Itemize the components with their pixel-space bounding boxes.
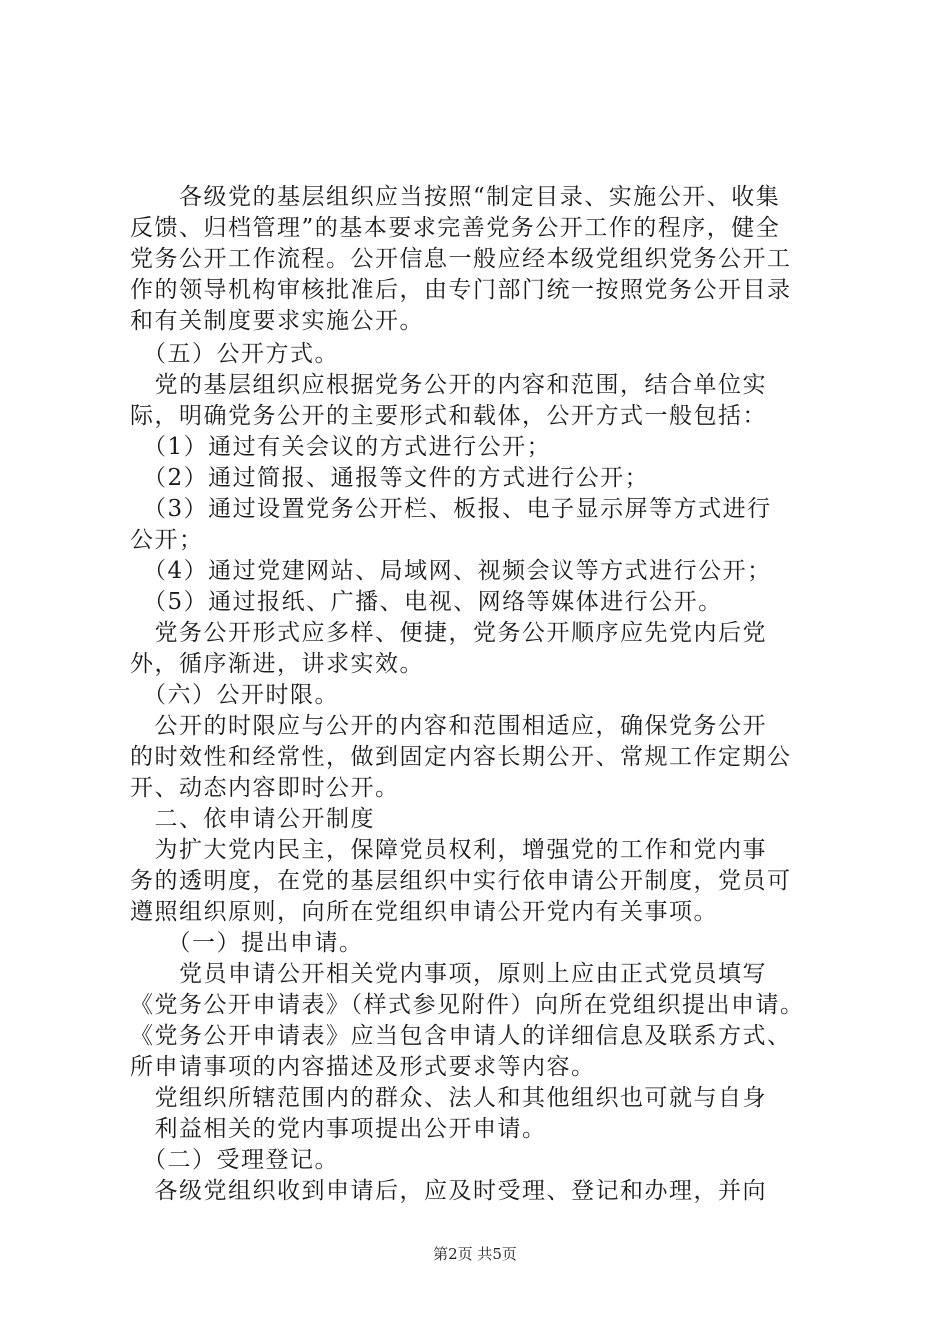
text-line: 《党务公开申请表》（样式参见附件）向所在党组织提出申请。 bbox=[130, 992, 805, 1018]
text-line: 各级党组织收到申请后，应及时受理、登记和办理，并向 bbox=[130, 1178, 767, 1204]
text-line: 遵照组织原则，向所在党组织申请公开党内有关事项。 bbox=[130, 899, 718, 925]
text-line: 外，循序渐进，讲求实效。 bbox=[130, 651, 424, 677]
text-line: 《党务公开申请表》应当包含申请人的详细信息及联系方式、 bbox=[130, 1023, 792, 1049]
page-footer: 第2页 共5页 bbox=[433, 1245, 517, 1263]
text-line: （2）通过简报、通报等文件的方式进行公开； bbox=[130, 465, 650, 491]
text-line: 所申请事项的内容描述及形式要求等内容。 bbox=[130, 1054, 596, 1080]
text-line: 为扩大党内民主，保障党员权利，增强党的工作和党内事 bbox=[130, 837, 767, 863]
text-line: 二、依申请公开制度 bbox=[130, 806, 375, 832]
text-line: 党务公开工作流程。公开信息一般应经本级党组织党务公开工 bbox=[130, 246, 792, 272]
text-line: 党务公开形式应多样、便捷，党务公开顺序应先党内后党 bbox=[130, 620, 767, 646]
text-line: （二）受理登记。 bbox=[130, 1147, 339, 1173]
text-line: 公开； bbox=[130, 527, 204, 553]
text-line: （3）通过设置党务公开栏、板报、电子显示屏等方式进行 bbox=[130, 496, 772, 522]
text-line: 党员申请公开相关党内事项，原则上应由正式党员填写 bbox=[130, 961, 767, 987]
text-line: 各级党的基层组织应当按照“制定目录、实施公开、收集 bbox=[130, 184, 781, 210]
text-line: （一）提出申请。 bbox=[130, 930, 364, 956]
text-line: （4）通过党建网站、局域网、视频会议等方式进行公开； bbox=[130, 558, 772, 584]
text-line: 的时效性和经常性，做到固定内容长期公开、常规工作定期公 bbox=[130, 744, 792, 770]
text-line: 和有关制度要求实施公开。 bbox=[130, 308, 424, 334]
text-line: （5）通过报纸、广播、电视、网络等媒体进行公开。 bbox=[130, 589, 723, 615]
text-line: 利益相关的党内事项提出公开申请。 bbox=[130, 1116, 547, 1142]
text-line: 党组织所辖范围内的群众、法人和其他组织也可就与自身 bbox=[130, 1085, 767, 1111]
text-line: （1）通过有关会议的方式进行公开； bbox=[130, 434, 552, 460]
text-line: 作的领导机构审核批准后，由专门部门统一按照党务公开目录 bbox=[130, 277, 792, 303]
text-line: 公开的时限应与公开的内容和范围相适应，确保党务公开 bbox=[130, 713, 767, 739]
text-line: 党的基层组织应根据党务公开的内容和范围，结合单位实 bbox=[130, 372, 767, 398]
text-line: 际，明确党务公开的主要形式和载体，公开方式一般包括： bbox=[130, 403, 767, 429]
text-line: 务的透明度，在党的基层组织中实行依申请公开制度，党员可 bbox=[130, 868, 792, 894]
text-line: 反馈、归档管理”的基本要求完善党务公开工作的程序，健全 bbox=[130, 215, 781, 241]
text-line: （五）公开方式。 bbox=[130, 341, 339, 367]
text-line: （六）公开时限。 bbox=[130, 682, 339, 708]
text-line: 开、动态内容即时公开。 bbox=[130, 775, 400, 801]
